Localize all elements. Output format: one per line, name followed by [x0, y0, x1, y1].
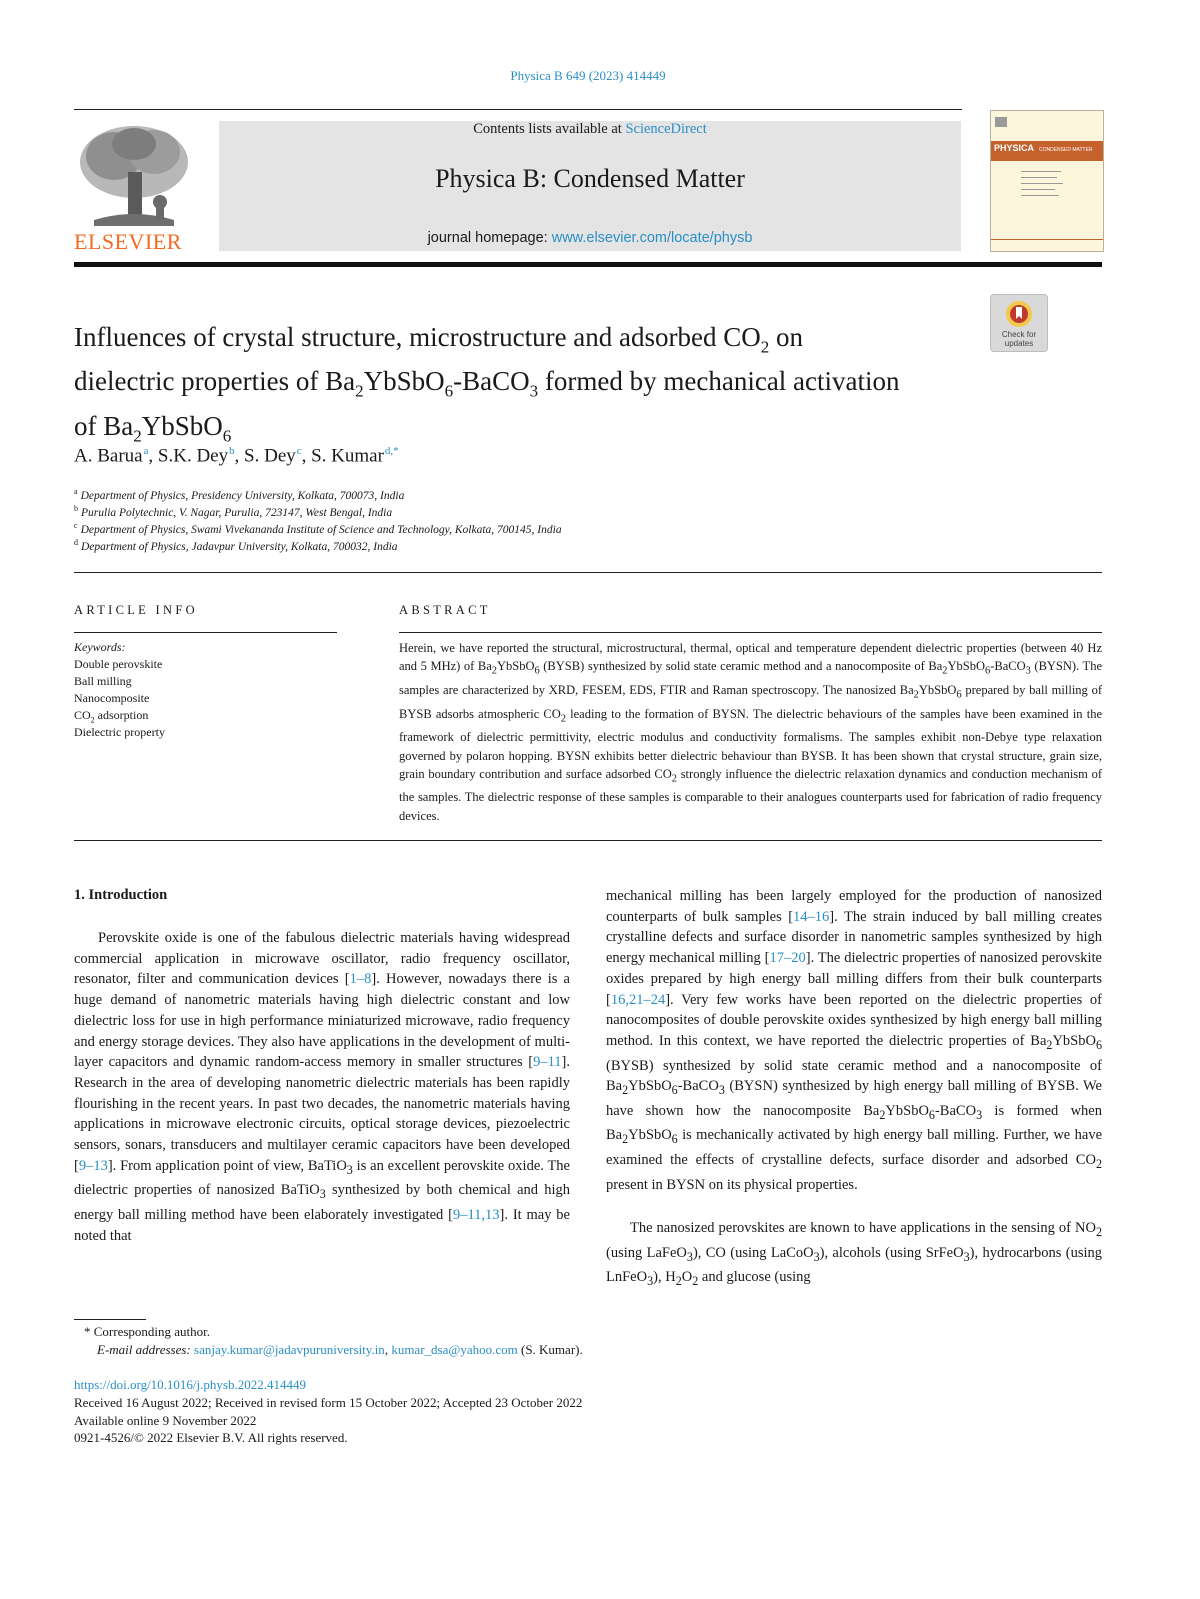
- intro-paragraph-left: Perovskite oxide is one of the fabulous dielectric materials having widespread commercial application in microwave oscillator, radio frequency oscillator, resonator, filter and communication devices [1–8]. However, nowadays there is a huge demand of nanometric materials having high dielectric constant and low dielectric loss for use in high performance miniaturized microwave, radio frequency and energy storage devices. They also have applications in the development of multi-layer capacitors and dynamic random-access memory in smaller structures [9–11]. Research in the area of developing nanometric dielectric materials has been rapidly flourishing in the recent years. In past two decades, the nanometric materials having applications in microwave electronic circuits, optical storage devices, piezoelectric sensors, sonars, transducers and multilayer ceramic capacitors have been developed [9–13]. From application point of view, BaTiO$_3$ is an excellent perovskite oxide. The dielectric properties of nanosized BaTiO$_3$ synthesized by both chemical and high energy ball milling method have been elaborately investigated [9–11,13]. It may be noted that: [74, 930, 570, 1244]
- keywords-label: Keywords:: [74, 640, 126, 654]
- affiliations-rule: [74, 572, 1102, 573]
- journal-reference-link[interactable]: Physica B 649 (2023) 414449: [510, 68, 666, 83]
- cover-subtitle: CONDENSED MATTER: [1039, 147, 1093, 153]
- check-for-updates-button[interactable]: [990, 294, 1048, 352]
- citation-link[interactable]: 14–16: [793, 908, 830, 925]
- email-link[interactable]: sanjay.kumar@jadavpuruniversity.in: [194, 1342, 385, 1357]
- contents-prefix: Contents lists available at: [473, 121, 626, 137]
- citation-link[interactable]: 16,21–24: [610, 991, 666, 1008]
- abstract-text: Herein, we have reported the structural, microstructural, thermal, optical and temperature dependent dielectric properties (between 40 Hz and 5 MHz) of $Ba_2YbSbO_6$ (BYSB) synthesized by solid state ceramic method and a nanocomposite of $Ba_2YbSbO_6-BaCO_3$ (BYSN). The samples are characterized by XRD, FESEM, EDS, FTIR and Raman spectroscopy. The nanosized $Ba_2YbSbO_6$ prepared by ball milling of BYSB adsorbs atmospheric $CO_2$ leading to the formation of BYSN. The dielectric behaviours of the samples have been examined in the framework of dielectric permittivity, electric modulus and conductivity formalisms. The samples exhibit non-Debye type relaxation governed by polaron hopping. BYSN exhibits better dielectric behaviour than BYSB. It has been shown that crystal structure, grain size, grain boundary contribution and surface adsorbed $CO_2$ strongly influence the dielectric relaxation dynamics and conduction mechanism of the samples. The dielectric response of these samples is comparable to their analogues counterparts used for fabrication of radio frequency devices.: [399, 641, 1102, 823]
- citation-link[interactable]: 9–11,13: [452, 1206, 500, 1223]
- article-info-rule: [74, 632, 337, 633]
- contents-line: [219, 121, 961, 138]
- copyright-line: 0921-4526/© 2022 Elsevier B.V. All rights reserved.: [74, 1430, 348, 1445]
- citation-link[interactable]: 17–20: [769, 950, 806, 967]
- keyword: Dielectric property: [74, 725, 165, 739]
- author-affiliation-mark[interactable]: c: [296, 445, 302, 457]
- keyword: Double perovskite: [74, 657, 163, 671]
- header-bottom-rule: [74, 262, 1102, 267]
- citation-link[interactable]: 9–11: [533, 1054, 562, 1071]
- check-updates-icon: [1004, 299, 1034, 329]
- article-title: Influences of crystal structure, microstructure and adsorbed $CO_2$ on dielectric properties of $Ba_2YbSbO_6-BaCO_3$ formed by mechanical activation of $Ba_2YbSbO_6$: [74, 322, 900, 446]
- check-updates-line1: Check for: [1001, 330, 1037, 339]
- keyword: Ball milling: [74, 674, 132, 688]
- corresponding-author-note: * Corresponding author.: [84, 1324, 211, 1339]
- elsevier-tree-logo: [74, 122, 192, 226]
- homepage-line: [219, 230, 961, 246]
- keyword: $CO_2$ adsorption: [74, 708, 149, 725]
- header-top-rule: [74, 109, 962, 110]
- check-updates-line2: updates: [1004, 339, 1034, 348]
- available-online: Available online 9 November 2022: [74, 1413, 257, 1428]
- affiliation: $^a$ Department of Physics, Presidency University, Kolkata, 700073, India: [74, 487, 405, 502]
- affiliation: $^c$ Department of Physics, Swami Vivekananda Institute of Science and Technology, Kolkata, 700145, India: [74, 521, 562, 536]
- publisher-wordmark: ELSEVIER: [74, 229, 182, 254]
- citation-link[interactable]: 1–8: [349, 971, 372, 988]
- homepage-link[interactable]: www.elsevier.com/locate/physb: [551, 230, 753, 246]
- abstract-heading: ABSTRACT: [399, 603, 491, 617]
- email-footnote: E-mail addresses: sanjay.kumar@jadavpuruniversity.in, kumar_dsa@yahoo.com (S. Kumar).: [97, 1342, 583, 1357]
- received-dates: Received 16 August 2022; Received in revised form 15 October 2022; Accepted 23 October 2022: [74, 1395, 583, 1410]
- author-affiliation-mark[interactable]: d,*: [384, 445, 399, 457]
- intro-paragraph-right: mechanical milling has been largely employed for the production of nanosized counterparts of bulk samples [14–16]. The strain induced by ball milling creates crystalline defects and surface disorder in nanometric samples synthesized by high energy mechanical milling [17–20]. The dielectric properties of nanosized perovskite oxides prepared by high energy ball milling differs from their bulk counterparts [16,21–24]. Very few works have been reported on the dielectric properties of nanocomposites of double perovskite oxides synthesized by high energy ball milling method. In this context, we have reported the dielectric properties of $Ba_2YbSbO_6$ (BYSB) synthesized by solid state ceramic method and a nanocomposite of $Ba_2YbSbO_6-BaCO_3$ (BYSN) synthesized by high energy ball milling of BYSB. We have shown how the nanocomposite $Ba_2YbSbO_6-BaCO_3$ is formed when $Ba_2YbSbO_6$ is mechanically activated by high energy ball milling. Further, we have examined the effects of crystalline defects, surface disorder and adsorbed $CO_2$ present in BYSN on its physical properties.: [606, 888, 1102, 1193]
- affiliation: $^d$ Department of Physics, Jadavpur University, Kolkata, 700032, India: [74, 538, 398, 553]
- homepage-prefix: journal homepage:: [427, 230, 552, 246]
- section-heading: 1. Introduction: [74, 887, 168, 903]
- author-name[interactable]: S. Kumar: [311, 445, 384, 467]
- cover-logo-icon: [995, 117, 1007, 127]
- footnote-rule: [74, 1319, 146, 1320]
- author-name[interactable]: S.K. Dey: [157, 445, 229, 467]
- abstract-rule: [399, 632, 1102, 633]
- cover-title: PHYSICA: [994, 143, 1035, 153]
- author-name[interactable]: A. Barua: [74, 445, 143, 467]
- journal-name: Physica B: Condensed Matter: [435, 164, 745, 193]
- keyword: Nanocomposite: [74, 691, 150, 705]
- email-link[interactable]: kumar_dsa@yahoo.com: [391, 1342, 518, 1357]
- author-list: A. Barua $^a$, S.K. Dey $^b$, S. Dey $^c$, S. Kumar $^{d,*}$: [74, 445, 399, 467]
- article-info-heading: ARTICLE INFO: [74, 603, 198, 617]
- author-affiliation-mark[interactable]: b: [229, 445, 235, 457]
- doi-link[interactable]: https://doi.org/10.1016/j.physb.2022.414449: [74, 1377, 306, 1392]
- journal-cover-thumbnail[interactable]: [990, 110, 1104, 252]
- intro-paragraph-right-2: The nanosized perovskites are known to have applications in the sensing of $NO_2$ (using LaFeO$_3$), CO (using LaCoO$_3$), alcohols (using SrFeO$_3$), hydrocarbons (using LnFeO$_3$), $H_2O_2$ and glucose (using: [606, 1220, 1102, 1289]
- affiliation: $^b$ Purulia Polytechnic, V. Nagar, Purulia, 723147, West Bengal, India: [74, 504, 393, 519]
- author-affiliation-mark[interactable]: a: [143, 445, 149, 457]
- sciencedirect-link[interactable]: ScienceDirect: [625, 121, 707, 137]
- abstract-bottom-rule: [74, 840, 1102, 841]
- author-name[interactable]: S. Dey: [244, 445, 296, 467]
- citation-link[interactable]: 9–13: [78, 1157, 108, 1174]
